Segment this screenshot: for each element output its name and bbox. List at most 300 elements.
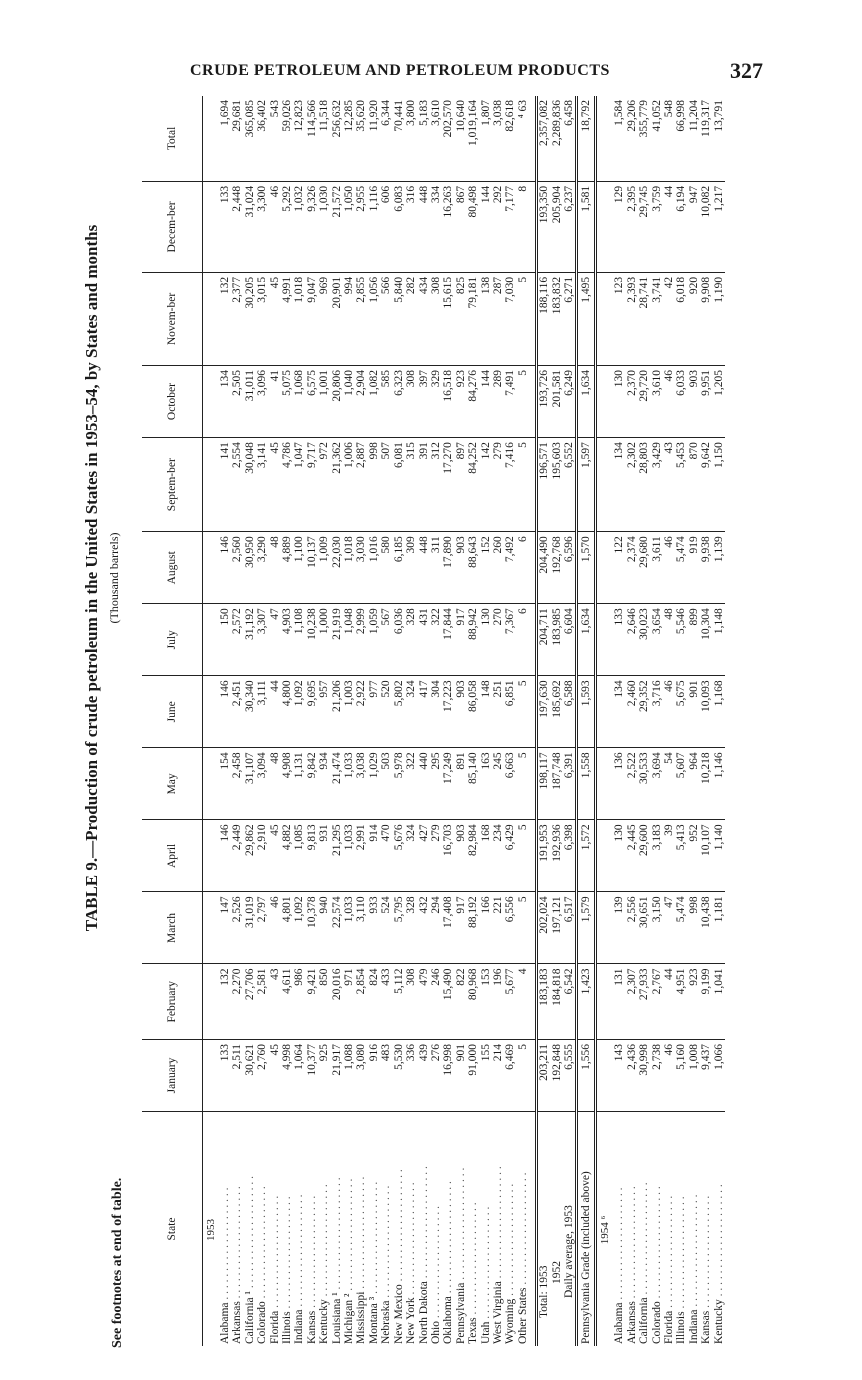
value-cell: 21,295 [331, 820, 343, 892]
empty-cell [203, 181, 220, 272]
value-cell: 1,016 [368, 532, 380, 604]
table-row [418, 96, 430, 1346]
table-row [688, 96, 700, 1346]
value-cell: 10,377 [306, 1039, 318, 1111]
value-cell: 29,680 [638, 532, 650, 604]
state-cell [281, 1112, 293, 1347]
value-cell: 30,998 [638, 1039, 650, 1111]
value-cell: 1,581 [577, 181, 596, 272]
value-cell: 10,304 [700, 604, 712, 676]
value-cell: 5 [517, 676, 529, 748]
value-cell: 80,968 [467, 964, 479, 1040]
empty-cell [596, 1039, 614, 1111]
value-cell: 2,357,082 [537, 96, 551, 181]
value-cell: 448 [418, 181, 430, 272]
value-cell: 5,413 [675, 820, 687, 892]
state-cell [688, 1112, 700, 1347]
state-cell [651, 1112, 663, 1347]
value-cell: 1,066 [713, 1039, 725, 1111]
value-cell: 10,137 [306, 532, 318, 604]
value-cell: 5,112 [393, 964, 405, 1040]
empty-cell [529, 748, 537, 820]
value-cell: 964 [688, 748, 700, 820]
value-cell: 1,116 [368, 181, 380, 272]
value-cell: 6,469 [504, 1039, 516, 1111]
value-cell: 324 [405, 676, 417, 748]
value-cell: 585 [380, 366, 392, 438]
state-name: Florida . . . [269, 1196, 281, 1344]
value-cell: 150 [219, 604, 231, 676]
value-cell: 1,205 [713, 366, 725, 438]
value-cell: 256,632 [331, 96, 343, 181]
value-cell: 5,840 [393, 272, 405, 365]
value-cell: 355,779 [638, 96, 650, 181]
table-row [455, 96, 467, 1346]
value-cell: 16,518 [442, 366, 454, 438]
value-cell: 479 [418, 964, 430, 1040]
value-cell: 891 [455, 748, 467, 820]
value-cell: 2,554 [231, 438, 243, 532]
year-heading: 1953 [204, 1219, 217, 1241]
value-cell: 9,717 [306, 438, 318, 532]
empty-cell [203, 1039, 220, 1111]
empty-cell [203, 676, 220, 748]
table-row [380, 96, 392, 1346]
value-cell: 334 [430, 181, 442, 272]
value-cell: 12,285 [343, 96, 355, 181]
empty-cell [529, 820, 537, 892]
value-cell: 43 [269, 964, 281, 1040]
value-cell: 6,344 [380, 96, 392, 181]
value-cell: 9,695 [306, 676, 318, 748]
value-cell: 328 [405, 892, 417, 964]
value-cell: 134 [219, 366, 231, 438]
value-cell: 41,052 [651, 96, 663, 181]
value-cell: 6,081 [393, 438, 405, 532]
column-header: State [142, 1112, 203, 1347]
state-name: Illinois . . . [675, 1196, 687, 1344]
value-cell: 66,998 [675, 96, 687, 181]
value-cell: 201,581 [551, 366, 563, 438]
value-cell: 432 [418, 892, 430, 964]
value-cell: 27,933 [638, 964, 650, 1040]
value-cell: 7,492 [504, 532, 516, 604]
table-row [651, 96, 663, 1346]
value-cell: 952 [688, 820, 700, 892]
value-cell: 10,438 [700, 892, 712, 964]
value-cell: 70,441 [393, 96, 405, 181]
state-cell [318, 1112, 330, 1347]
value-cell: 282 [405, 272, 417, 365]
value-cell: 15,615 [442, 272, 454, 365]
value-cell: 1,217 [713, 181, 725, 272]
value-cell: 30,533 [638, 748, 650, 820]
value-cell: 5,292 [281, 181, 293, 272]
state-cell [231, 1112, 243, 1347]
state-cell [700, 1112, 712, 1347]
value-cell: 6,575 [306, 366, 318, 438]
pennsylvania-grade-row [577, 96, 596, 1346]
value-cell: 246 [430, 964, 442, 1040]
value-cell: 899 [688, 604, 700, 676]
value-cell: 925 [318, 1039, 330, 1111]
value-cell: 6,542 [563, 964, 577, 1040]
empty-cell [529, 1039, 537, 1111]
value-cell: 133 [613, 604, 625, 676]
value-cell: 5,795 [393, 892, 405, 964]
value-cell: 1,181 [713, 892, 725, 964]
value-cell: 1,088 [343, 1039, 355, 1111]
value-cell: 2,374 [626, 532, 638, 604]
value-cell: 1,033 [343, 748, 355, 820]
value-cell: 9,437 [700, 1039, 712, 1111]
state-name: Wyoming . . . [504, 1184, 516, 1344]
value-cell: 114,566 [306, 96, 318, 181]
value-cell: 2,270 [231, 964, 243, 1040]
value-cell: 5,530 [393, 1039, 405, 1111]
state-cell [492, 1112, 504, 1347]
empty-cell [529, 272, 537, 365]
year-heading-row [203, 96, 220, 1346]
value-cell: 6,596 [563, 532, 577, 604]
value-cell: 322 [430, 604, 442, 676]
value-cell: 1,148 [713, 604, 725, 676]
value-cell: 6 [517, 604, 529, 676]
value-cell: 1,694 [219, 96, 231, 181]
value-cell: 2,560 [231, 532, 243, 604]
value-cell: 934 [318, 748, 330, 820]
value-cell: 12,823 [293, 96, 305, 181]
value-cell: 3,694 [651, 748, 663, 820]
value-cell: 2,887 [355, 438, 367, 532]
state-name: California . . . [638, 1182, 650, 1344]
table-row [368, 96, 380, 1346]
value-cell: 91,000 [467, 1039, 479, 1111]
value-cell: 10,082 [700, 181, 712, 272]
value-cell: 197,630 [537, 676, 551, 748]
state-name: Montana ³ . . . [368, 1182, 380, 1344]
value-cell: 287 [492, 272, 504, 365]
value-cell: 1,092 [293, 676, 305, 748]
value-cell: 917 [455, 604, 467, 676]
value-cell: 3,183 [651, 820, 663, 892]
column-header: Decem-ber [142, 181, 203, 272]
value-cell: 1,100 [293, 532, 305, 604]
value-cell: 144 [480, 181, 492, 272]
value-cell: 5 [517, 438, 529, 532]
state-name: Kentucky . . . [318, 1184, 330, 1344]
value-cell: 279 [430, 820, 442, 892]
value-cell: 6,851 [504, 676, 516, 748]
value-cell: 4,800 [281, 676, 293, 748]
state-cell [293, 1112, 305, 1347]
value-cell: 152 [480, 532, 492, 604]
value-cell: 10,378 [306, 892, 318, 964]
value-cell: 82,984 [467, 820, 479, 892]
value-cell: 4,998 [281, 1039, 293, 1111]
value-cell: 31,107 [244, 748, 256, 820]
value-cell: 2,855 [355, 272, 367, 365]
value-cell: 4,611 [281, 964, 293, 1040]
value-cell: 1,032 [293, 181, 305, 272]
value-cell: 311 [430, 532, 442, 604]
value-cell: 2,458 [231, 748, 243, 820]
value-cell: 22,030 [331, 532, 343, 604]
value-cell: 1,050 [343, 181, 355, 272]
value-cell: 166 [480, 892, 492, 964]
value-cell: 2,581 [256, 964, 268, 1040]
value-cell: 1,009 [318, 532, 330, 604]
empty-cell [596, 604, 614, 676]
value-cell: 3,611 [651, 532, 663, 604]
value-cell: 2,760 [256, 1039, 268, 1111]
table-row [517, 96, 529, 1346]
value-cell: 2,377 [231, 272, 243, 365]
value-cell: 183,832 [551, 272, 563, 365]
value-cell: 1,040 [343, 366, 355, 438]
table-row [430, 96, 442, 1346]
empty-cell [203, 604, 220, 676]
value-cell: 483 [380, 1039, 392, 1111]
value-cell: 5,474 [675, 532, 687, 604]
value-cell: 994 [343, 272, 355, 365]
value-cell: 309 [405, 532, 417, 604]
value-cell: 6,552 [563, 438, 577, 532]
value-cell: 5,978 [393, 748, 405, 820]
value-cell: 391 [418, 438, 430, 532]
value-cell: 47 [269, 604, 281, 676]
value-cell: 315 [405, 438, 417, 532]
value-cell: 6,083 [393, 181, 405, 272]
state-name: Texas . . . [467, 1202, 479, 1344]
value-cell: 147 [219, 892, 231, 964]
table-row [613, 96, 625, 1346]
value-cell: 7,416 [504, 438, 516, 532]
column-header: July [142, 604, 203, 676]
value-cell: 901 [455, 1039, 467, 1111]
value-cell: 2,991 [355, 820, 367, 892]
header-row [142, 96, 203, 1346]
empty-cell [596, 892, 614, 964]
total-row [563, 96, 577, 1346]
value-cell: 520 [380, 676, 392, 748]
table-row [504, 96, 516, 1346]
value-cell: 270 [492, 604, 504, 676]
value-cell: 42 [663, 272, 675, 365]
value-cell: 204,490 [537, 532, 551, 604]
value-cell: 427 [418, 820, 430, 892]
value-cell: 119,317 [700, 96, 712, 181]
value-cell: 316 [405, 181, 417, 272]
value-cell: 6,604 [563, 604, 577, 676]
value-cell: 903 [455, 676, 467, 748]
table-row [405, 96, 417, 1346]
state-cell [638, 1112, 650, 1347]
value-cell: 507 [380, 438, 392, 532]
value-cell: 30,340 [244, 676, 256, 748]
value-cell: 9,813 [306, 820, 318, 892]
value-cell: 2,556 [626, 892, 638, 964]
value-cell: 6,663 [504, 748, 516, 820]
empty-cell [203, 532, 220, 604]
value-cell: 122 [613, 532, 625, 604]
value-cell: 7,491 [504, 366, 516, 438]
value-cell: 1,030 [318, 181, 330, 272]
value-cell: 6,556 [504, 892, 516, 964]
value-cell: 30,950 [244, 532, 256, 604]
value-cell: 308 [430, 272, 442, 365]
value-cell: 221 [492, 892, 504, 964]
value-cell: 16,263 [442, 181, 454, 272]
value-cell: 3,654 [651, 604, 663, 676]
state-name: Utah . . . [480, 1207, 492, 1344]
value-cell: 3,290 [256, 532, 268, 604]
value-cell: 1,029 [368, 748, 380, 820]
value-cell: 294 [430, 892, 442, 964]
value-cell: 134 [613, 438, 625, 532]
value-cell: 10,640 [455, 96, 467, 181]
value-cell: 2,854 [355, 964, 367, 1040]
state-cell [517, 1112, 529, 1347]
empty-cell [529, 181, 537, 272]
value-cell: 1,092 [293, 892, 305, 964]
value-cell: 191,953 [537, 820, 551, 892]
value-cell: 6,391 [563, 748, 577, 820]
value-cell: 279 [492, 438, 504, 532]
value-cell: 46 [269, 892, 281, 964]
value-cell: 80,498 [467, 181, 479, 272]
state-cell [577, 1112, 596, 1347]
value-cell: 901 [688, 676, 700, 748]
value-cell: 1,146 [713, 748, 725, 820]
value-cell: 1,000 [318, 604, 330, 676]
value-cell: 1,108 [293, 604, 305, 676]
value-cell: 21,572 [331, 181, 343, 272]
empty-cell [596, 532, 614, 604]
value-cell: 1,019,164 [467, 96, 479, 181]
value-cell: 4,951 [675, 964, 687, 1040]
value-cell: 35,620 [355, 96, 367, 181]
table-unit: (Thousand barrels) [107, 532, 121, 624]
value-cell: 21,917 [331, 1039, 343, 1111]
value-cell: 1,008 [688, 1039, 700, 1111]
value-cell: 329 [430, 366, 442, 438]
value-cell: 308 [405, 366, 417, 438]
state-cell [626, 1112, 638, 1347]
value-cell: 48 [663, 604, 675, 676]
empty-cell [596, 438, 614, 532]
value-cell: 46 [269, 181, 281, 272]
value-cell: 931 [318, 820, 330, 892]
value-cell: 1,085 [293, 820, 305, 892]
value-cell: 6,018 [675, 272, 687, 365]
value-cell: 30,023 [638, 604, 650, 676]
empty-cell [596, 676, 614, 748]
value-cell: 503 [380, 748, 392, 820]
value-cell: 292 [492, 181, 504, 272]
value-cell: 39 [663, 820, 675, 892]
table-row [638, 96, 650, 1346]
value-cell: 3,096 [256, 366, 268, 438]
state-name: Oklahoma . . . [442, 1181, 454, 1344]
value-cell: 433 [380, 964, 392, 1040]
value-cell: 18,792 [577, 96, 596, 181]
empty-cell [203, 272, 220, 365]
value-cell: 6,271 [563, 272, 577, 365]
value-cell: 9,199 [700, 964, 712, 1040]
value-cell: 4,889 [281, 532, 293, 604]
value-cell: 2,526 [231, 892, 243, 964]
value-cell: 434 [418, 272, 430, 365]
value-cell: 971 [343, 964, 355, 1040]
state-name: New York . . . [405, 1182, 417, 1344]
value-cell: 46 [663, 676, 675, 748]
value-cell: 470 [380, 820, 392, 892]
state-name: Mississippi . . . [355, 1177, 367, 1344]
empty-cell [596, 96, 614, 181]
value-cell: 3,038 [492, 96, 504, 181]
value-cell: 17,249 [442, 748, 454, 820]
value-cell: 2,505 [231, 366, 243, 438]
value-cell: 4,908 [281, 748, 293, 820]
value-cell: 2,738 [651, 1039, 663, 1111]
column-header: March [142, 892, 203, 964]
value-cell: 1,003 [343, 676, 355, 748]
state-cell [430, 1112, 442, 1347]
state-cell [713, 1112, 725, 1347]
value-cell: 27,706 [244, 964, 256, 1040]
value-cell: 3,759 [651, 181, 663, 272]
state-cell [380, 1112, 392, 1347]
value-cell: 1,495 [577, 272, 596, 365]
value-cell: 2,289,836 [551, 96, 563, 181]
value-cell: 153 [480, 964, 492, 1040]
value-cell: 969 [318, 272, 330, 365]
value-cell: 3,015 [256, 272, 268, 365]
value-cell: 867 [455, 181, 467, 272]
value-cell: 3,800 [405, 96, 417, 181]
value-cell: 365,085 [244, 96, 256, 181]
empty-cell [203, 366, 220, 438]
value-cell: 29,206 [626, 96, 638, 181]
value-cell: 17,844 [442, 604, 454, 676]
state-name: Illinois . . . [281, 1196, 293, 1344]
value-cell: 163 [480, 748, 492, 820]
value-cell: 1,634 [577, 604, 596, 676]
value-cell: 5 [517, 892, 529, 964]
empty-cell [529, 964, 537, 1040]
value-cell: ⁴ 63 [517, 96, 529, 181]
value-cell: 5,677 [504, 964, 516, 1040]
value-cell: 2,302 [626, 438, 638, 532]
value-cell: 45 [269, 1039, 281, 1111]
value-cell: 1,190 [713, 272, 725, 365]
value-cell: 184,818 [551, 964, 563, 1040]
value-cell: 28,803 [638, 438, 650, 532]
value-cell: 1,423 [577, 964, 596, 1040]
value-cell: 1,579 [577, 892, 596, 964]
value-cell: 1,018 [343, 532, 355, 604]
table-row [256, 96, 268, 1346]
state-name: Colorado . . . [651, 1186, 663, 1344]
empty-cell [203, 438, 220, 532]
value-cell: 202,024 [537, 892, 551, 964]
value-cell: 20,901 [331, 272, 343, 365]
value-cell: 3,150 [651, 892, 663, 964]
state-cell [675, 1112, 687, 1347]
value-cell: 2,448 [231, 181, 243, 272]
value-cell: 3,610 [430, 96, 442, 181]
